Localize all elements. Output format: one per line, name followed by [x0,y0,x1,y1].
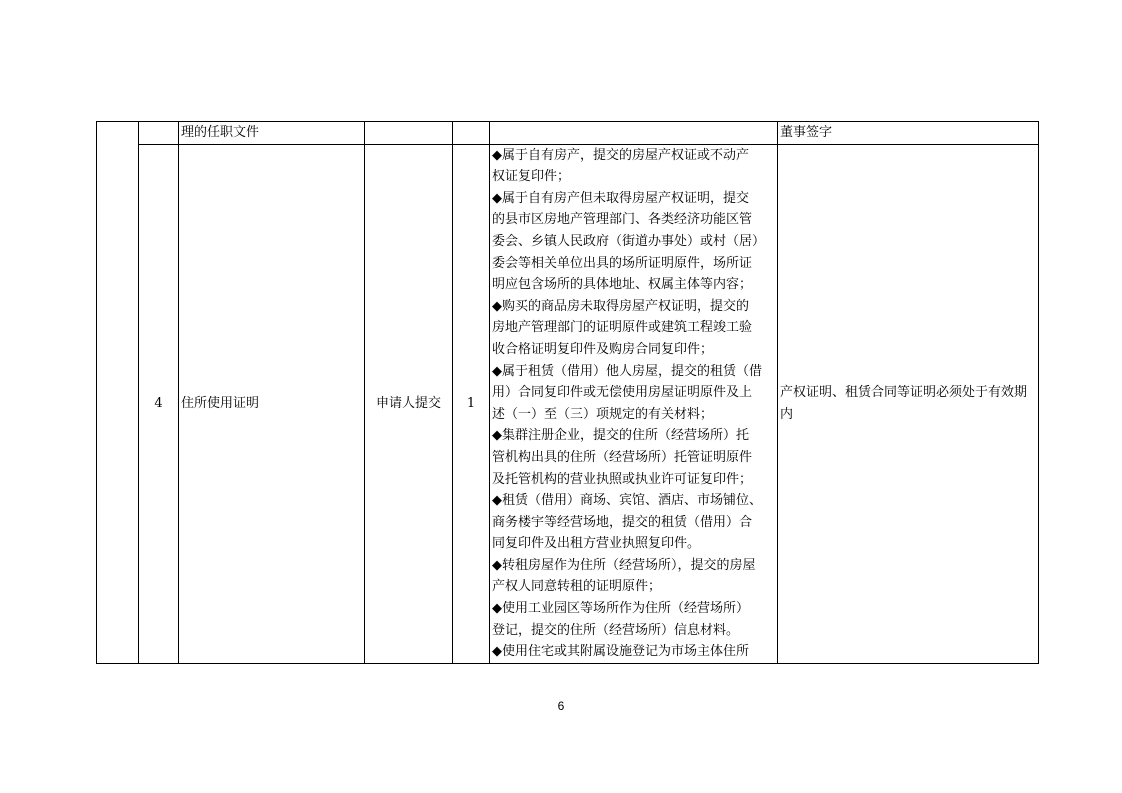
note-cell: 产权证明、租赁合同等证明必须处于有效期内 [778,144,1039,663]
description-line: 管机构出具的住所（经营场所）托管证明原件 [492,449,753,465]
description-line: 同复印件及出租方营业执照复印件。 [492,536,701,552]
outer-category-cell [97,122,139,664]
description-line: ◆集群注册企业，提交的住所（经营场所）托 [492,428,749,444]
description-line: 商务楼宇等经营场地，提交的租赁（借用）合 [492,514,753,530]
count-cell: 1 [453,144,490,663]
item-name-cell: 理的任职文件 [179,122,365,145]
description-line: 权证复印件； [492,169,571,185]
number-cell [139,122,179,145]
description-line: 明应包含场所的具体地址、权属主体等内容； [492,277,753,293]
description-line: 房地产管理部门的证明原件或建筑工程竣工验 [492,320,753,336]
table-row [97,144,1039,663]
submission-cell [365,122,453,145]
description-line: ◆使用工业园区等场所作为住所（经营场所） [492,601,749,617]
description-cell [490,144,778,663]
description-line: 述（一）至（三）项规定的有关材料； [492,406,714,422]
description-line: 及托管机构的营业执照或执业许可证复印件； [492,471,753,487]
description-line: 委会、乡镇人民政府（街道办事处）或村（居） [492,233,766,249]
materials-table [96,121,1039,664]
page-number: 6 [557,699,565,713]
description-line: ◆转租房屋作为住所（经营场所），提交的房屋 [492,557,756,573]
item-name-cell: 住所使用证明 [179,144,365,663]
description-line: ◆属于租赁（借用）他人房屋，提交的租赁（借 [492,363,762,379]
description-cell [490,122,778,145]
description-line: ◆属于自有房产但未取得房屋产权证明，提交 [492,190,749,206]
count-cell [453,122,490,145]
description-line: ◆属于自有房产，提交的房屋产权证或不动产 [492,147,749,163]
table-row [97,122,1039,145]
description-line: 产权人同意转租的证明原件； [492,579,662,595]
description-line: 登记，提交的住所（经营场所）信息材料。 [492,622,740,638]
description-line: 委会等相关单位出具的场所证明原件，场所证 [492,255,753,271]
submission-cell: 申请人提交 [365,144,453,663]
description-line: 收合格证明复印件及购房合同复印件； [492,341,714,357]
description-line: ◆购买的商品房未取得房屋产权证明，提交的 [492,298,749,314]
description-line: ◆租赁（借用）商场、宾馆、酒店、市场铺位、 [492,493,762,509]
description-line: ◆使用住宅或其附属设施登记为市场主体住所 [492,644,749,660]
note-cell: 董事签字 [778,122,1039,145]
description-line: 用）合同复印件或无偿使用房屋证明原件及上 [492,385,753,401]
number-cell: 4 [139,144,179,663]
description-line: 的县市区房地产管理部门、各类经济功能区管 [492,212,753,228]
